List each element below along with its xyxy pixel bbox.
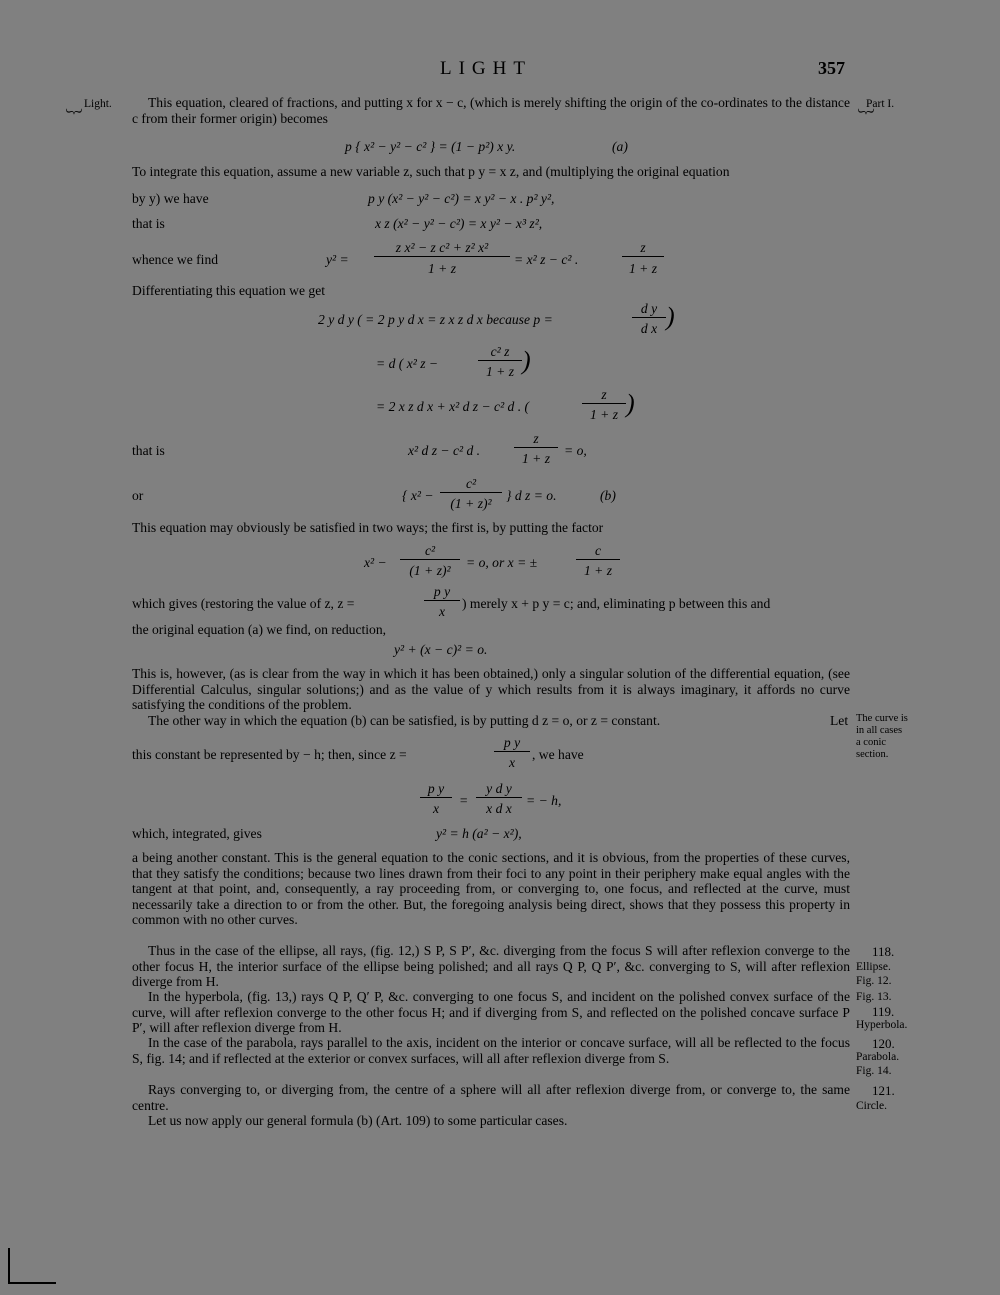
whence-numerator: z x² − z c² + z² x² bbox=[374, 240, 510, 257]
factor-numerator: c² bbox=[400, 543, 460, 560]
constant-numerator: p y bbox=[494, 735, 530, 752]
diff-line-2: = d ( x² z − bbox=[376, 356, 439, 371]
by-y-equation: p y (x² − y² − c²) = x y² − x . p² y², bbox=[368, 191, 555, 206]
that-is-equation: x z (x² − y² − c²) = x y² − x³ z², bbox=[375, 216, 543, 231]
restoring-numerator: p y bbox=[424, 584, 460, 601]
art-119-label: Hyperbola. bbox=[856, 1019, 908, 1031]
sphere-paragraph: Rays converging to, or diverging from, the centre of a sphere will all after reflexion diverge from, or converge to, the same centre. bbox=[132, 1082, 850, 1113]
factor-denominator: (1 + z)² bbox=[409, 563, 451, 578]
integrate-line: To integrate this equation, assume a new variable z, such that p y = x z, and (multiplying the original equation bbox=[132, 164, 730, 179]
page-number: 357 bbox=[818, 58, 845, 78]
art-118-fig: Fig. 12. bbox=[856, 975, 892, 987]
or-eq-right: } d z = o. bbox=[506, 488, 557, 503]
art-119-number: 119. bbox=[872, 1004, 895, 1019]
diff-line-3-denominator: 1 + z bbox=[589, 407, 619, 422]
factor-r-denominator: 1 + z bbox=[583, 563, 613, 578]
diff-line-1-denominator: d x bbox=[640, 321, 658, 336]
margin-brace-left: ︸ bbox=[66, 110, 82, 127]
art-119-fig: Fig. 13. bbox=[856, 991, 892, 1003]
or-numerator: c² bbox=[440, 476, 502, 493]
differentiating-line: Differentiating this equation we get bbox=[132, 283, 326, 298]
integrated-label: which, integrated, gives bbox=[132, 826, 262, 841]
original-line: the original equation (a) we find, on reduction, bbox=[132, 622, 387, 637]
art-121-number: 121. bbox=[872, 1083, 895, 1098]
art-118-label: Ellipse. bbox=[856, 961, 891, 973]
diff-line-3-numerator: z bbox=[582, 387, 626, 404]
satisfied-line: This equation may obviously be satisfied in two ways; the first is, by putting the factor bbox=[132, 520, 604, 535]
constant-denominator: x bbox=[508, 755, 516, 770]
margin-note-light: Light. bbox=[84, 98, 112, 110]
or-eq-left: { x² − bbox=[402, 488, 434, 503]
that-is-2-numerator: z bbox=[514, 431, 558, 448]
parabola-paragraph: In the case of the parabola, rays parallel to the axis, incident on the interior or concave surface, will all be reflected to the focus S, fig. 14; and if reflected at the exterior or convex surfaces, will all after reflexion diverge from S. bbox=[132, 1035, 850, 1066]
other-way-line: The other way in which the equation (b) can be satisfied, is by putting d z = o, or z = constant. bbox=[148, 713, 661, 728]
scan-artifact-vertical bbox=[8, 1248, 10, 1284]
by-y-label: by y) we have bbox=[132, 191, 209, 206]
h-rhs: = − h, bbox=[526, 793, 562, 808]
diff-line-1-numerator: d y bbox=[632, 301, 666, 318]
margin-brace-right: ︸ bbox=[858, 110, 874, 127]
art-120-fig: Fig. 14. bbox=[856, 1065, 892, 1077]
that-is-2-label: that is bbox=[132, 443, 165, 458]
art-121-label: Circle. bbox=[856, 1100, 887, 1112]
margin-note-part: Part I. bbox=[866, 98, 895, 110]
that-is-2-denominator: 1 + z bbox=[521, 451, 551, 466]
ellipse-paragraph: Thus in the case of the ellipse, all rays, (fig. 12,) S P, S P′, &c. diverging from the focus S will after reflexion converge to the other focus H, the interior surface of the ellipse being polished; and all rays Q P, Q P′, &c. converging to S, will after reflexion diverge from H. bbox=[132, 943, 850, 989]
diff-line-3-paren: ) bbox=[626, 389, 635, 418]
that-is-label: that is bbox=[132, 216, 165, 231]
factor-lhs: x² − bbox=[364, 555, 387, 570]
whence-rhs: = x² z − c² . bbox=[514, 252, 579, 267]
art-118-number: 118. bbox=[872, 944, 895, 959]
factor-r-numerator: c bbox=[576, 543, 620, 560]
general-paragraph: a being another constant. This is the general equation to the conic sections, and it is obvious, from the properties of these curves, that they satisfy the conditions; because two lines drawn from their foci to any point in their periphery make equal angles with the tangent at that point, and, consequently, a ray proceeding from, or converging to, one focus, and reflected at the curve, must necessarily take a direction to or from the other. But, the foregoing analysis being direct, shows that they possess this property in common with no other curves. bbox=[132, 850, 850, 927]
let-word: Let bbox=[830, 713, 849, 728]
or-label: or bbox=[132, 488, 144, 503]
art-120-number: 120. bbox=[872, 1036, 895, 1051]
diff-line-1: 2 y d y ( = 2 p y d x = z x z d x because p = bbox=[318, 312, 553, 327]
apply-line: Let us now apply our general formula (b) (Art. 109) to some particular cases. bbox=[148, 1113, 568, 1128]
h-numerator-1: p y bbox=[420, 781, 452, 798]
equation-a: p { x² − y² − c² } = (1 − p²) x y. bbox=[345, 139, 516, 154]
whence-r-denominator: 1 + z bbox=[628, 261, 658, 276]
equation-b-tag: (b) bbox=[600, 488, 616, 503]
diff-line-2-paren: ) bbox=[522, 346, 531, 375]
restoring-denominator: x bbox=[438, 604, 446, 619]
diff-line-2-numerator: c² z bbox=[478, 344, 522, 361]
whence-denominator: 1 + z bbox=[427, 261, 457, 276]
singular-paragraph: This is, however, (as is clear from the way in which it has been obtained,) only a singular solution of the differential equation, (see Differential Calculus, singular solutions;) and as the value of y which results from it is always imaginary, it affords no curve satisfying the conditions of the problem. bbox=[132, 666, 850, 712]
whence-lhs: y² = bbox=[326, 252, 349, 267]
h-denominator-1: x bbox=[432, 801, 440, 816]
h-numerator-2: y d y bbox=[476, 781, 522, 798]
circle-equation: y² + (x − c)² = o. bbox=[394, 642, 488, 657]
margin-note-conic: The curve is in all cases a conic section. bbox=[856, 713, 908, 760]
or-denominator: (1 + z)² bbox=[450, 496, 492, 511]
that-is-2-rhs: = o, bbox=[564, 443, 587, 458]
constant-line-1: this constant be represented by − h; then, since z = bbox=[132, 747, 407, 762]
diff-line-2-denominator: 1 + z bbox=[485, 364, 515, 379]
h-equals: = bbox=[459, 793, 469, 808]
hyperbola-paragraph: In the hyperbola, (fig. 13,) rays Q P, Q′ P, &c. converging to one focus S, and incident on the polished convex surface of the curve, will after reflexion converge to the other focus H; and if diverging from S, and reflected on the polished concave surface P P′, will after reflexion diverge from H. bbox=[132, 989, 850, 1035]
diff-line-1-paren: ) bbox=[666, 302, 675, 331]
whence-label: whence we find bbox=[132, 252, 219, 267]
scan-artifact-horizontal bbox=[8, 1282, 56, 1284]
whence-r-numerator: z bbox=[622, 240, 664, 257]
that-is-2-equation: x² d z − c² d . bbox=[408, 443, 481, 458]
running-head: LIGHT bbox=[440, 58, 532, 79]
equation-a-tag: (a) bbox=[612, 139, 628, 154]
h-denominator-2: x d x bbox=[486, 801, 512, 816]
intro-paragraph: This equation, cleared of fractions, and putting x for x − c, (which is merely shifting the origin of the co-ordinates to the distance c from their former origin) becomes bbox=[132, 95, 850, 126]
factor-middle: = o, or x = ± bbox=[466, 555, 538, 570]
diff-line-3: = 2 x z d x + x² d z − c² d . ( bbox=[376, 399, 530, 414]
restoring-line-1: which gives (restoring the value of z, z = bbox=[132, 596, 355, 611]
art-120-label: Parabola. bbox=[856, 1051, 900, 1063]
constant-line-2: , we have bbox=[532, 747, 584, 762]
restoring-line-2: ) merely x + p y = c; and, eliminating p between this and bbox=[462, 596, 771, 611]
integrated-equation: y² = h (a² − x²), bbox=[436, 826, 522, 841]
